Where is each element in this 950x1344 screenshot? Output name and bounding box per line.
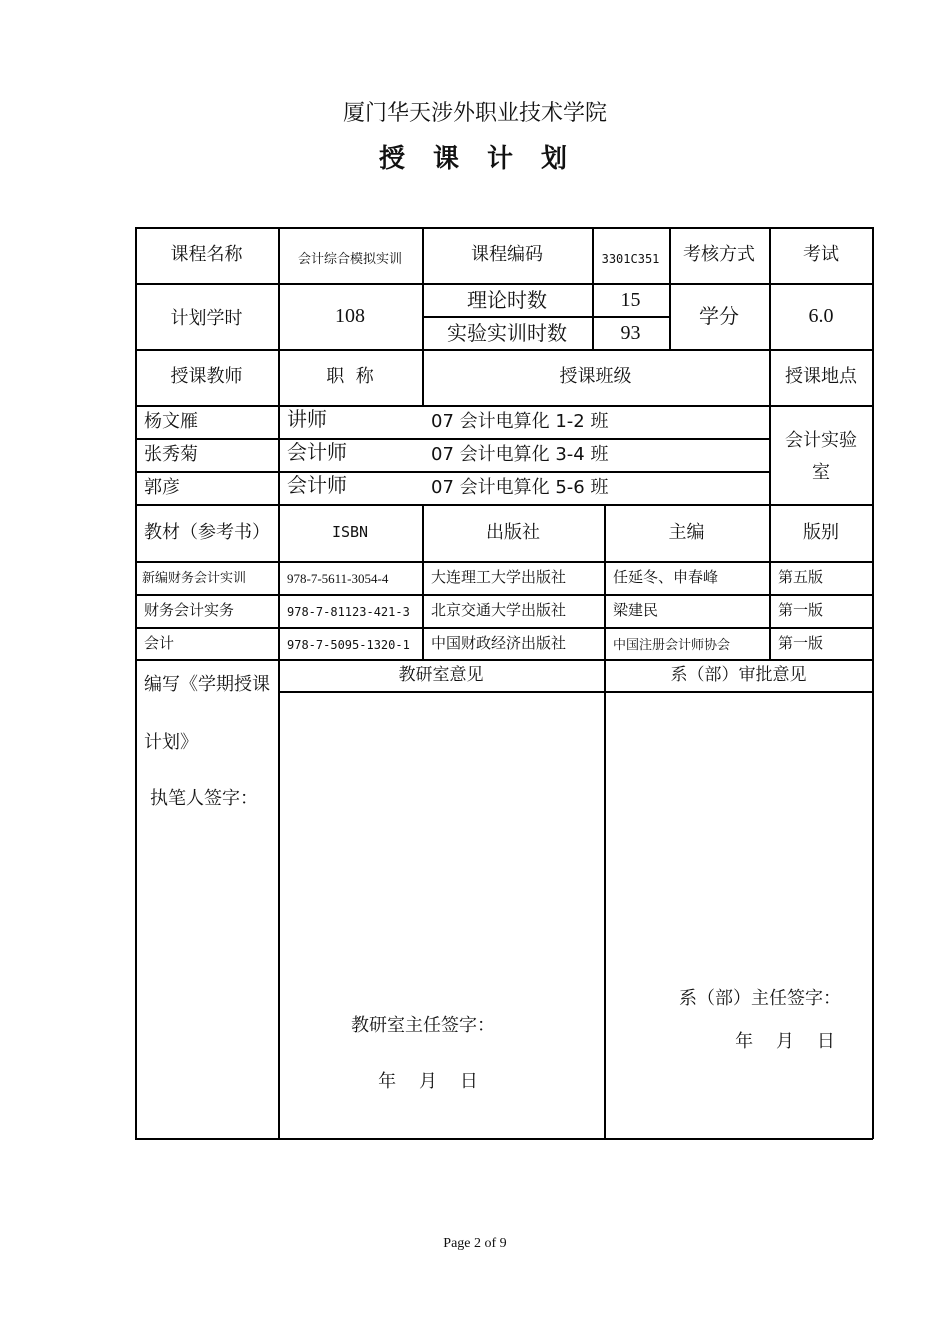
theory-hours: 15 <box>620 288 641 311</box>
book-edition: 第一版 <box>778 633 824 652</box>
document-title: 授课计划 <box>378 144 595 174</box>
teacher-class: 07 会计电算化 5-6 班 <box>431 476 609 498</box>
book-editor: 任延冬、申春峰 <box>613 568 719 586</box>
book-editor: 梁建民 <box>613 601 659 619</box>
teacher-title: 讲师 <box>287 406 327 431</box>
exam-method-label: 考核方式 <box>683 244 755 265</box>
planned-hours-label: 计划学时 <box>170 308 243 329</box>
book-editor: 中国注册会计师协会 <box>613 637 731 653</box>
book-isbn: 978-7-5611-3054-4 <box>287 571 389 586</box>
planned-hours: 108 <box>335 305 365 327</box>
teacher-title: 会计师 <box>287 439 347 464</box>
publisher-header: 出版社 <box>486 521 540 543</box>
edition-header: 版别 <box>803 521 839 543</box>
teacher-name: 张秀菊 <box>144 443 198 465</box>
office-date: 年 月 日 <box>378 1071 478 1092</box>
plan-author-line2: 计划》 <box>144 732 198 753</box>
page-number: Page 2 of 9 <box>443 1236 507 1251</box>
teacher-class: 07 会计电算化 1-2 班 <box>431 410 609 432</box>
teacher-header: 授课教师 <box>170 366 243 387</box>
practice-hours-label: 实验实训时数 <box>447 320 567 345</box>
teacher-name: 杨文雁 <box>144 410 198 432</box>
office-opinion-header: 教研室意见 <box>398 664 484 685</box>
book-isbn: 978-7-81123-421-3 <box>287 604 410 619</box>
plan-author-line1: 编写《学期授课 <box>144 674 270 695</box>
book-name: 会计 <box>144 633 175 652</box>
teacher-title: 会计师 <box>287 472 347 497</box>
exam-method: 考试 <box>803 244 839 265</box>
dept-opinion-header: 系（部）审批意见 <box>670 664 807 685</box>
dept-head-signature-label: 系（部）主任签字： <box>679 988 841 1009</box>
class-header: 授课班级 <box>559 366 632 387</box>
book-publisher: 大连理工大学出版社 <box>431 568 567 586</box>
book-publisher: 北京交通大学出版社 <box>431 601 567 619</box>
book-name: 新编财务会计实训 <box>142 571 247 586</box>
book-isbn: 978-7-5095-1320-1 <box>287 638 410 652</box>
teaching-location: 会计实验室 <box>785 430 857 483</box>
credit: 6.0 <box>808 305 834 327</box>
teacher-name: 郭彦 <box>144 476 180 498</box>
school-name: 厦门华天涉外职业技术学院 <box>342 101 607 126</box>
row-line <box>278 691 873 693</box>
book-edition: 第一版 <box>778 601 824 619</box>
office-head-signature-label: 教研室主任签字： <box>351 1015 495 1036</box>
isbn-header: ISBN <box>331 523 369 541</box>
editor-header: 主编 <box>668 521 705 543</box>
book-name: 财务会计实务 <box>144 601 235 619</box>
teacher-class: 07 会计电算化 3-4 班 <box>431 443 609 465</box>
course-name-label: 课程名称 <box>170 244 243 265</box>
location-header: 授课地点 <box>785 366 857 387</box>
course-name: 会计综合模拟实训 <box>297 251 402 267</box>
course-code-label: 课程编码 <box>471 244 543 265</box>
book-edition: 第五版 <box>778 568 824 586</box>
theory-hours-label: 理论时数 <box>467 287 547 312</box>
book-publisher: 中国财政经济出版社 <box>431 633 567 652</box>
author-signature-label: 执笔人签字： <box>150 788 258 809</box>
dept-date: 年 月 日 <box>735 1031 835 1052</box>
practice-hours: 93 <box>620 321 641 344</box>
course-plan-table <box>135 227 873 1139</box>
book-header: 教材（参考书） <box>144 521 270 543</box>
title-header: 职 称 <box>326 366 374 387</box>
course-code: 3301C351 <box>601 252 660 266</box>
credit-label: 学分 <box>699 304 739 328</box>
border-bottom <box>135 1138 873 1140</box>
